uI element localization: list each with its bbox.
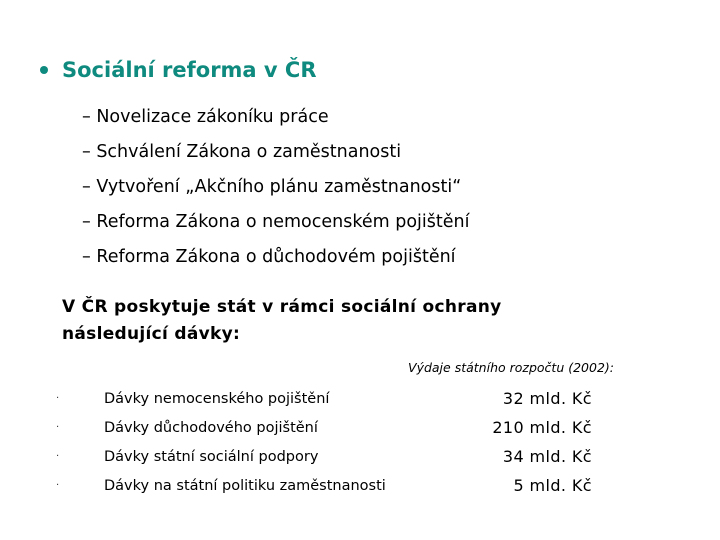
dash-bullet: – <box>82 142 91 162</box>
benefit-row <box>56 413 592 442</box>
slide-heading: Sociální reforma v ČR <box>62 58 317 82</box>
benefit-amount: 32 mld. Kč <box>502 389 592 408</box>
benefit-name: Dávky nemocenského pojištění <box>104 390 330 407</box>
benefit-row <box>56 384 592 413</box>
benefit-name: Dávky na státní politiku zaměstnanosti <box>104 477 386 494</box>
row-bullet: · <box>56 422 60 433</box>
benefit-amount: 5 mld. Kč <box>513 476 592 495</box>
heading-row <box>40 58 317 82</box>
benefit-amount: 34 mld. Kč <box>502 447 592 466</box>
reform-list <box>82 100 469 275</box>
benefit-name: Dávky důchodového pojištění <box>104 419 318 436</box>
reform-item <box>82 135 469 170</box>
reform-item <box>82 100 469 135</box>
dash-bullet: – <box>82 212 91 232</box>
reform-item-text: Reforma Zákona o důchodovém pojištění <box>96 247 456 267</box>
intro-line: následující dávky: <box>62 324 241 344</box>
reform-item-text: Schválení Zákona o zaměstnanosti <box>96 142 402 162</box>
bullet-dot-icon <box>40 66 48 74</box>
intro-line: V ČR poskytuje stát v rámci sociální ochrany <box>62 297 502 317</box>
reform-item-text: Vytvoření „Akčního plánu zaměstnanosti“ <box>96 177 462 197</box>
benefit-row <box>56 471 592 500</box>
reform-item <box>82 240 469 275</box>
budget-note: Výdaje státního rozpočtu (2002): <box>408 360 614 375</box>
reform-item <box>82 205 469 240</box>
reform-item <box>82 170 469 205</box>
intro-text <box>62 294 502 348</box>
benefit-amount: 210 mld. Kč <box>492 418 592 437</box>
reform-item-text: Novelizace zákoníku práce <box>96 107 329 127</box>
row-bullet: · <box>56 480 60 491</box>
benefit-name: Dávky státní sociální podpory <box>104 448 319 465</box>
row-bullet: · <box>56 393 60 404</box>
dash-bullet: – <box>82 247 91 267</box>
row-bullet: · <box>56 451 60 462</box>
reform-item-text: Reforma Zákona o nemocenském pojištění <box>96 212 470 232</box>
benefit-row <box>56 442 592 471</box>
dash-bullet: – <box>82 177 91 197</box>
benefits-table <box>56 384 592 500</box>
dash-bullet: – <box>82 107 91 127</box>
